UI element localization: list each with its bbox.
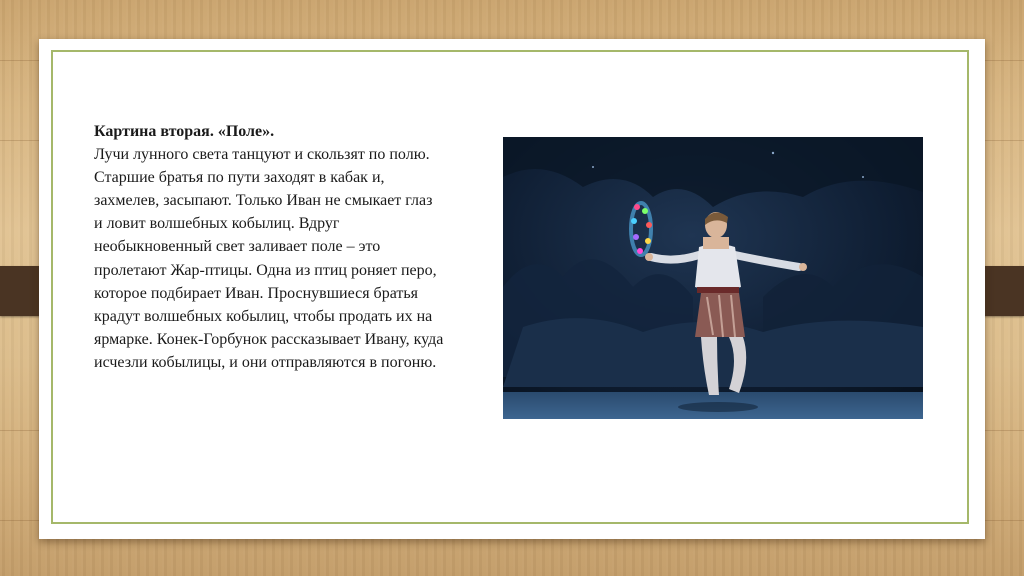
slide-heading: Картина вторая. «Поле». [94,123,275,140]
slide-card [39,39,985,539]
slide-text [94,120,444,374]
ballet-stage-photo [503,137,923,419]
slide-body-text: Лучи лунного света танцуют и скользят по полю. Старшие братья по пути заходят в кабак и, захмелев, засыпают. Только Иван не смыкает глаз и ловит волшебных кобылиц. Вдруг необыкновенный свет заливает поле – это пролетают Жар-птицы. Одна из птиц роняет перо, которое подбирает Иван. Проснувшиеся братья крадут волшебных кобылиц, чтобы продать их на ярмарке. Конек-Горбунок рассказывает Ивану, куда исчезли кобылицы, и они отправляются в погоню. [94,146,444,371]
ballet-dancer-illustration [503,137,923,419]
